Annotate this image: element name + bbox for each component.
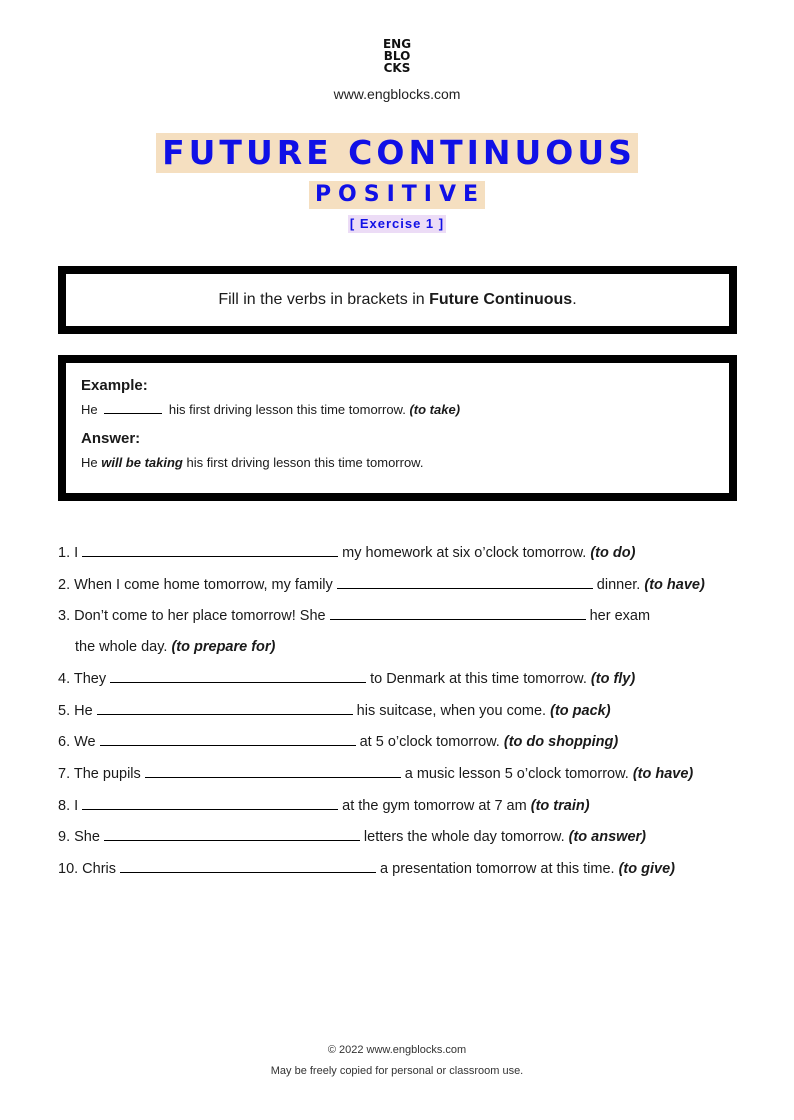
example-box	[58, 355, 737, 501]
question-before: 6. We	[58, 734, 96, 751]
question-continuation	[58, 637, 758, 657]
question-before: 3. Don’t come to her place tomorrow! She	[58, 608, 326, 625]
answer-blank[interactable]	[104, 824, 360, 841]
instruction-bold: Future Continuous	[429, 291, 573, 308]
question-item	[58, 856, 758, 888]
subtitle-wrap	[0, 181, 794, 209]
question-before: 4. They	[58, 671, 107, 688]
question-item	[58, 793, 758, 825]
question-list	[58, 540, 758, 887]
answer-blank[interactable]	[97, 698, 353, 715]
question-before: 8. I	[58, 797, 79, 814]
question-after: his suitcase, when you come.	[356, 702, 547, 719]
answer-before: He	[81, 455, 98, 470]
question-before: 10. Chris	[58, 860, 117, 877]
answer-blank[interactable]	[330, 603, 586, 620]
instruction-suffix: .	[572, 291, 577, 308]
verb-hint: (to prepare for)	[171, 639, 276, 656]
verb-hint: (to give)	[618, 860, 675, 877]
title-wrap	[0, 133, 794, 173]
question-item	[58, 824, 758, 856]
answer-blank[interactable]	[82, 793, 338, 810]
engblocks-logo	[0, 38, 794, 74]
answer-blank[interactable]	[337, 572, 593, 589]
example-after: his first driving lesson this time tomorrow.	[168, 402, 406, 417]
example-heading: Example:	[81, 377, 148, 394]
example-hint: (to take)	[409, 402, 461, 417]
question-item	[58, 666, 758, 698]
answer-blank[interactable]	[145, 761, 401, 778]
verb-hint: (to have)	[644, 576, 705, 593]
logo-line-3: CKS	[383, 61, 411, 75]
question-item	[58, 729, 758, 761]
question-after: to Denmark at this time tomorrow.	[370, 671, 587, 688]
site-url[interactable]: www.engblocks.com	[333, 86, 461, 102]
verb-hint: (to fly)	[590, 671, 636, 688]
question-after: at the gym tomorrow at 7 am	[342, 797, 527, 814]
question-before: 9. She	[58, 829, 100, 846]
answer-blank[interactable]	[120, 856, 376, 873]
question-after: her exam	[589, 608, 651, 625]
question-after: a music lesson 5 o’clock tomorrow.	[404, 765, 629, 782]
instruction-box	[58, 266, 737, 334]
logo-line-1: ENG	[382, 37, 412, 51]
answer-after: his first driving lesson this time tomorrow.	[186, 455, 424, 470]
page-subtitle: POSITIVE	[309, 181, 485, 209]
question-before: 1. I	[58, 545, 79, 561]
question-before: 2. When I come home tomorrow, my family	[58, 576, 333, 593]
question-item	[58, 761, 758, 793]
question-item	[58, 572, 758, 604]
question-after: at 5 o’clock tomorrow.	[359, 734, 500, 751]
verb-hint: (to answer)	[568, 829, 646, 846]
question-cont: the whole day.	[75, 639, 168, 656]
question-after: dinner.	[596, 576, 641, 593]
question-item	[58, 698, 758, 730]
answer-bold: will be taking	[101, 455, 183, 470]
answer-blank[interactable]	[82, 540, 338, 557]
verb-hint: (to train)	[530, 797, 590, 814]
question-item	[58, 603, 758, 666]
question-before: 7. The pupils	[58, 765, 141, 782]
question-after: my homework at six o’clock tomorrow.	[342, 545, 587, 561]
exercise-label: [ Exercise 1 ]	[349, 216, 445, 231]
answer-blank[interactable]	[110, 666, 366, 683]
answer-blank[interactable]	[100, 729, 356, 746]
exercise-wrap	[0, 215, 794, 233]
example-blank	[104, 413, 162, 414]
verb-hint: (to pack)	[550, 702, 611, 719]
footer-copyright: © 2022 www.engblocks.com	[327, 1044, 467, 1056]
question-before: 5. He	[58, 702, 93, 719]
example-sentence	[81, 402, 721, 417]
logo-line-2: BLO	[383, 49, 411, 63]
answer-heading: Answer:	[81, 430, 141, 447]
instruction-prefix: Fill in the verbs in brackets in	[218, 291, 430, 308]
question-after: a presentation tomorrow at this time.	[380, 860, 615, 877]
answer-sentence	[81, 455, 721, 470]
verb-hint: (to do)	[590, 545, 636, 561]
footer-license: May be freely copied for personal or classroom use.	[270, 1065, 524, 1077]
verb-hint: (to do shopping)	[503, 734, 619, 751]
example-before: He	[81, 402, 98, 417]
question-item	[58, 540, 758, 572]
verb-hint: (to have)	[632, 765, 694, 782]
question-after: letters the whole day tomorrow.	[363, 829, 565, 846]
page-title: FUTURE CONTINUOUS	[156, 133, 638, 173]
